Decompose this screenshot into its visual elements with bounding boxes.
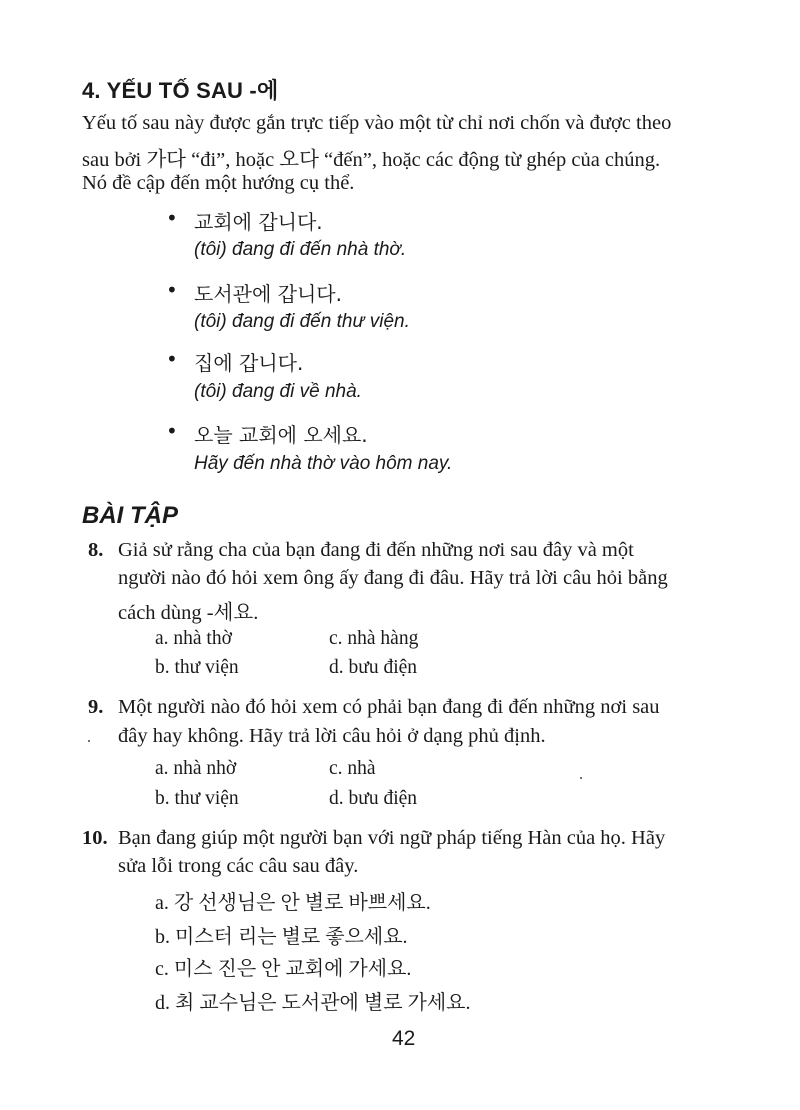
bullet-icon: • bbox=[166, 278, 178, 302]
paragraph-line: Yếu tố sau này được gắn trực tiếp vào một từ chỉ nơi chốn và được theo bbox=[82, 112, 672, 134]
section-title: 4. YẾU TỐ SAU -에 bbox=[82, 78, 279, 103]
bullet-korean: 오늘 교회에 오세요. bbox=[194, 423, 368, 447]
exercise-option: b. thư viện bbox=[155, 788, 239, 809]
exercises-title: BÀI TẬP bbox=[82, 502, 178, 529]
bullet-translation: (tôi) đang đi đến nhà thờ. bbox=[194, 239, 407, 260]
exercise-sentence: a. 강 선생님은 안 별로 바쁘세요. bbox=[155, 892, 431, 914]
exercise-sentence: c. 미스 진은 안 교회에 가세요. bbox=[155, 958, 412, 980]
bullet-korean: 집에 갑니다. bbox=[194, 351, 304, 375]
page-number: 42 bbox=[392, 1027, 416, 1050]
exercise-option: c. nhà hàng bbox=[329, 628, 419, 649]
exercise-number: 10. bbox=[82, 827, 108, 849]
exercise-option: a. nhà nhờ bbox=[155, 758, 237, 779]
exercise-sentence: d. 최 교수님은 도서관에 별로 가세요. bbox=[155, 992, 471, 1014]
exercise-text: Bạn đang giúp một người bạn với ngữ pháp tiếng Hàn của họ. Hãy bbox=[118, 827, 666, 849]
exercise-number: 9. bbox=[88, 696, 104, 718]
exercise-option: b. thư viện bbox=[155, 657, 239, 678]
exercise-option: d. bưu điện bbox=[329, 657, 418, 678]
exercise-text: Giả sử rằng cha của bạn đang đi đến những nơi sau đây và một bbox=[118, 539, 634, 561]
paragraph-line: Nó đề cập đến một hướng cụ thể. bbox=[82, 172, 355, 194]
exercise-option: c. nhà bbox=[329, 758, 376, 779]
exercise-text: đây hay không. Hãy trả lời câu hỏi ở dạng phủ định. bbox=[118, 725, 546, 747]
exercise-text: Một người nào đó hỏi xem có phải bạn đang đi đến những nơi sau bbox=[118, 696, 660, 718]
bullet-icon: • bbox=[166, 347, 178, 371]
exercise-sentence: b. 미스터 리는 별로 좋으세요. bbox=[155, 926, 408, 948]
exercise-text: cách dùng -세요. bbox=[118, 602, 259, 624]
bullet-icon: • bbox=[166, 419, 178, 443]
exercise-number: 8. bbox=[88, 539, 104, 561]
exercise-option: d. bưu điện bbox=[329, 788, 418, 809]
scan-speck bbox=[580, 777, 582, 779]
bullet-korean: 교회에 갑니다. bbox=[194, 210, 323, 234]
bullet-korean: 도서관에 갑니다. bbox=[194, 282, 342, 306]
scan-speck bbox=[88, 740, 90, 742]
paragraph-line: sau bởi 가다 “đi”, hoặc 오다 “đến”, hoặc các động từ ghép của chúng. bbox=[82, 149, 661, 171]
bullet-icon: • bbox=[166, 206, 178, 230]
exercise-option: a. nhà thờ bbox=[155, 628, 232, 649]
bullet-translation: Hãy đến nhà thờ vào hôm nay. bbox=[194, 453, 453, 474]
exercise-text: sửa lỗi trong các câu sau đây. bbox=[118, 855, 359, 877]
exercise-text: người nào đó hỏi xem ông ấy đang đi đâu. Hãy trả lời câu hỏi bằng bbox=[118, 567, 668, 589]
bullet-translation: (tôi) đang đi đến thư viện. bbox=[194, 311, 410, 332]
bullet-translation: (tôi) đang đi về nhà. bbox=[194, 381, 362, 402]
